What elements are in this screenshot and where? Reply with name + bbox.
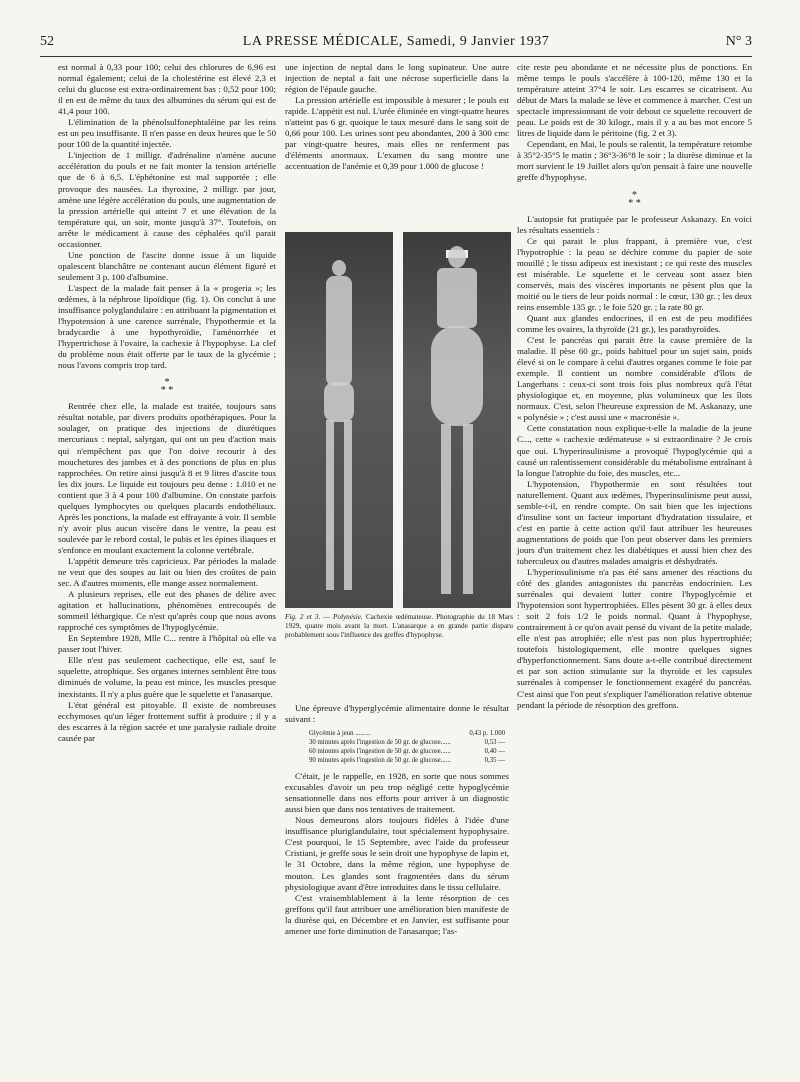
paragraph: L'appétit demeure très capricieux. Par périodes la malade ne veut que des soupes au lait ou bien des croûtes de pain sec. A d'autres moments, elle mange assez normalement. — [58, 555, 276, 589]
paragraph: C'est le pancréas qui parait être la cause première de la maladie. Il pèse 60 gr., poids habituel pour un sujet sain, poids élevé si on le compare à celui d'autres organes comme le foie par exemple. Il contient un nombre considérable d'îlots de Langerhans : ceux-ci sont trois fois plus nombreux qu'à l'état physiologique et, en moyenne, plus volumineux que les îlots normaux. C'est, selon l'heureuse expression de M. Askanazy, une « polynésie » ; c'est aussi une « macronésie ». — [517, 335, 752, 423]
paragraph: Quant aux glandes endocrines, il en est de peu modifiées comme les ovaires, la thyroïde (21 gr.), les parathyroïdes. — [517, 312, 752, 334]
table-cell: 0,43 p. 1.000 — [469, 730, 505, 738]
page-header — [40, 32, 752, 57]
table-cell: 0,35 — — [484, 757, 505, 765]
paragraph: L'élimination de la phénolsulfonephtaléine par les reins est un peu insuffisante. Il n'en passe en deux heures que le 50 pour 100 de la quantité injectée. — [58, 117, 276, 150]
issue-number: N° 3 — [725, 34, 752, 49]
figure-caption-text: Cachexie œdémateuse. Photographie du 18 Mars 1929, quatre mois avant la mort. L'anasarque a en grande partie disparu probablement sous l'influence des greffes d'hypophyse. — [285, 613, 513, 639]
table-cell: 90 minutes après l'ingestion de 50 gr. de glucose...... — [309, 757, 451, 765]
paragraph: L'injection de 1 milligr. d'adrénaline n'amène aucune accélération du pouls et ne fait monter la tension artérielle que de 6 à 6,5. L'éphétonine est mal supportée ; elle provoque des nausées. La thyroxine, 2 milligr. par jour, amène une légère accélération du pouls, une augmentation de la pression artérielle qui atteint 7 et une élévation de la température qui, un soir, monte jusqu'à 37°. Toutefois, on arrête le médicament à cause des céphalées qu'il parait occasionner. — [58, 150, 276, 249]
table-row — [307, 729, 507, 738]
paragraph: Une ponction de l'ascite donne issue à un liquide opalescent blanchâtre ne contenant aucun élément figuré et seulement 3 p. 100 d'albumine. — [58, 249, 276, 282]
section-break: * * * — [160, 377, 174, 397]
section-break: * * * — [628, 189, 641, 209]
table-cell: 0,40 — — [484, 748, 505, 756]
paragraph: est normal à 0,33 pour 100; celui des chlorures de 6,96 est normal également; celui de la cholestérine est élevé 2,3 et celui du glucose est extra-ordinairement bas : 0,52 pour 100; il en est de même du taux des albumines du sérum qui est de 41,4 pour 100. — [58, 62, 276, 117]
column-3 — [517, 62, 752, 711]
paragraph: Une épreuve d'hyperglycémie alimentaire donne le résultat suivant : — [285, 703, 509, 725]
paragraph: C'est vraisemblablement à la lente résorption de ces greffons qu'il faut attribuer une amélioration bien manifeste de la diurèse qui, en Décembre et en Janvier, est suffisante pour amener une forte diminution de l'anasarque; l'as- — [285, 892, 509, 936]
table-cell: Glycémie à jeun ......... — [309, 730, 371, 738]
column-2-bottom — [285, 703, 509, 937]
column-2-top — [285, 62, 509, 172]
paragraph: En Septembre 1928, Mlle C... rentre à l'hôpital où elle va passer tout l'hiver. — [58, 633, 276, 655]
table-cell: 30 minutes après l'ingestion de 50 gr. de glucose...... — [309, 739, 451, 747]
figure-caption — [285, 613, 513, 640]
paragraph: cite reste peu abondante et ne nécessite plus de ponctions. En même temps le pouls s'accélère à 100-120, même 130 et la température atteint 37°4 le soir. Les escarres se cicatrisent. Au début de Mars la malade se lève et commence à marcher. C'est un spectacle impressionnant de voir debout ce squelette recouvert de peau. Le poids est de 30 kilogr., mais il y a au bas mot encore 5 litres de liquide dans le péritoine (fig. 2 et 3). — [517, 62, 752, 139]
patient-photo-back — [285, 232, 393, 608]
paragraph: L'aspect de la malade fait penser à la « progeria »; les œdèmes, à la néphrose lipoïdique (fig. 1). On conclut à une insuffisance polyglandulaire : en attribuant la pigmentation et l'hypotension à une carence surrénale, l'hypothermie et la bradycardie à une hypothyroïdie, l'aménorrhée et l'hypertrichose à l'ovaire, la cachexie à l'hypophyse. La clef du problème nous était offerte par le taux de la glycémie ; nous l'avons compris trop tard. — [58, 282, 276, 371]
paragraph: L'autopsie fut pratiquée par le professeur Askanazy. En voici les résultats essentiels : — [517, 213, 752, 235]
page-number: 52 — [40, 34, 54, 49]
table-cell: 0,53 — — [484, 739, 505, 747]
paragraph: Cependant, en Mai, le pouls se ralentit, la température retombe à 35°2-35°5 le matin ; 36°3-36°8 le soir ; la diurèse diminue et la mort survient le 19 Juillet alors qu'on pensait à faire une nouvelle greffe d'hypophyse. — [517, 139, 752, 183]
table-row — [307, 747, 507, 756]
paragraph: C'était, je le rappelle, en 1928, en sorte que nous sommes excusables d'avoir un peu trop négligé cette hypoglycémie sensationnelle dans nos efforts pour arriver à un diagnostic aussi bien que dans nos tentatives de traitement. — [285, 771, 509, 815]
table-row — [307, 756, 507, 765]
paragraph: une injection de neptal dans le long supinateur. Une autre injection de neptal a fait une nécrose superficielle dans la région de l'épaule gauche. — [285, 62, 509, 95]
table-row — [307, 738, 507, 747]
paragraph: Cette constatation nous explique-t-elle la maladie de la jeune C..., cette « cachexie œdémateuse » si extraordinaire ? Je crois que oui. L'hyperinsulinisme a provoqué l'hypoglycémie qui a causé un ralentissement considérable du métabolisme entraînant à la longue l'atrophie du foie, des muscles, etc... — [517, 423, 752, 478]
paragraph: L'hypotension, l'hypothermie en sont résultées tout naturellement. Quant aux œdèmes, l'hyperinsulinisme peut aussi, semble-t-il, en rendre compte. On sait bien que les injections d'insuline sont un facteur important d'hydratation tissulaire, et c'est en partie à cette action qu'il faut attribuer les heureuses augmentations de poids que l'on peut observer dans les premiers jours d'un traitement chez les diabétiques et aussi bien chez des tuberculeux ou d'autres malades amaigris et déshydratés. — [517, 478, 752, 566]
paragraph: Ce qui parait le plus frappant, à première vue, c'est l'hypotrophie : la peau se déchire comme du papier de soie mouillé ; le tissu adipeux est inexistant ; ce qui reste des muscles est misérable. Le squelette et le cerveau sont assez bien conservés, mais des viscères importants ne pèsent plus que la moitié ou le tiers de leur poids normal : le cœur, 130 gr. ; les deux reins ensemble 135 gr. ; le foie 520 gr. ; la rate 80 gr. — [517, 235, 752, 312]
table-cell: 60 minutes après l'ingestion de 50 gr. de glucose...... — [309, 748, 451, 756]
column-1 — [58, 62, 276, 744]
paragraph: Nous demeurons alors toujours fidèles à l'idée d'une insuffisance pluriglandulaire, tout spécialement hypophysaire. C'est pourquoi, le 15 Septembre, avec l'aide du professeur Cristiani, je greffe sous le sein droit une hypophyse de lapin et, le 31 Octobre, dans la même région, une hypophyse de mouton. Les glandes sont fragmentées dans du sérum physiologique avant d'être introduites dans le tissu cellulaire. — [285, 815, 509, 892]
paragraph: Rentrée chez elle, la malade est traitée, toujours sans résultat notable, par divers produits opothérapiques. Pour la soulager, on pratique des injections de diurétiques mercuriaux : neptal, salyrgan, qui ont un peu d'action mais qui n'empêchent pas que l'on doive recourir à des mouchetures des jambes et à des ponctions de plus en plus rapprochées. On retire ainsi jusqu'à 8 et 9 litres d'ascite tous les dix jours. Le liquide est toujours peu dense : 1.010 et ne contient que 3 à 4 pour 100 d'albumine. On constate parfois quelques lymphocytes ou quelques placards endothéliaux. Après les ponctions, la malade est effrayante à voir. Il semble n'y avoir plus aucun viscère dans le ventre, la peau est soulevée par le rebord costal, le pubis et les épines iliaques et s'enfonce en moulant exactement la colonne vertébrale. — [58, 401, 276, 555]
paragraph: Elle n'est pas seulement cachectique, elle est, sauf le squelette, atrophique. Ses organes internes semblent être tous diminués de volume, la peau est mince, les muscles presque inexistants. Il n'y a plus guère que le squelette et l'anasarque. — [58, 655, 276, 699]
patient-photo-front — [403, 232, 511, 608]
journal-title: LA PRESSE MÉDICALE, Samedi, 9 Janvier 1937 — [242, 34, 550, 49]
figure-2-3 — [285, 232, 513, 660]
glycemia-table — [307, 729, 507, 765]
paragraph: A plusieurs reprises, elle eut des phases de délire avec agitation et hallucinations, phénomènes entrecoupés de sommeil léthargique. Ce n'est qu'après coup que nous avons rapproché ces symptômes de l'hypoglycémie. — [58, 589, 276, 633]
figure-caption-label: Fig. 2 et 3. — Polynésie. — [285, 613, 363, 621]
paragraph: L'hyperinsulinisme n'a pas été sans amener des réactions du côté des glandes antagonistes du pancréas endocrinien. Les surrénales qui devaient lutter contre l'hypoglycémie et l'hypotension sont hypertrophiées. Elles pèsent 30 gr. à elles deux : soit 2 fois 1/2 le poids normal. Quant à l'hypophyse, contrairement à ce qu'on avait pensé du vivant de la petite malade, elle n'est pas atrophiée; elle n'est pas non plus hypertrophiée; toutefois histologiquement, elle montre quelques signes d'hyperfonctionnement. Sans doute a-t-elle contribué directement et par son action stimulante sur la thyroïde et les capsules surrénales à compenser le fonctionnement exagéré du pancréas. C'est ainsi que l'on peut s'expliquer l'amélioration relative obtenue pendant la période de résorption des greffons. — [517, 567, 752, 710]
paragraph: La pression artérielle est impossible à mesurer ; le pouls est rapide. L'appétit est nul. L'urée éliminée en vingt-quatre heures n'atteint pas 6 gr. quoique le taux mesuré dans le sang soit de 0,66 pour 100. Les urines sont peu abondantes, 200 à 300 cmc par vingt-quatre heures, mais elles ne renferment pas d'éléments anormaux. L'examen du sang montre une accentuation de l'anémie et 0,39 pour 1.000 de glucose ! — [285, 95, 509, 172]
paragraph: L'état général est pitoyable. Il existe de nombreuses ecchymoses qu'un léger frottement suffit à produire ; il y a des escarres à la région sacrée et une paralysie radiale droite causée par — [58, 699, 276, 743]
